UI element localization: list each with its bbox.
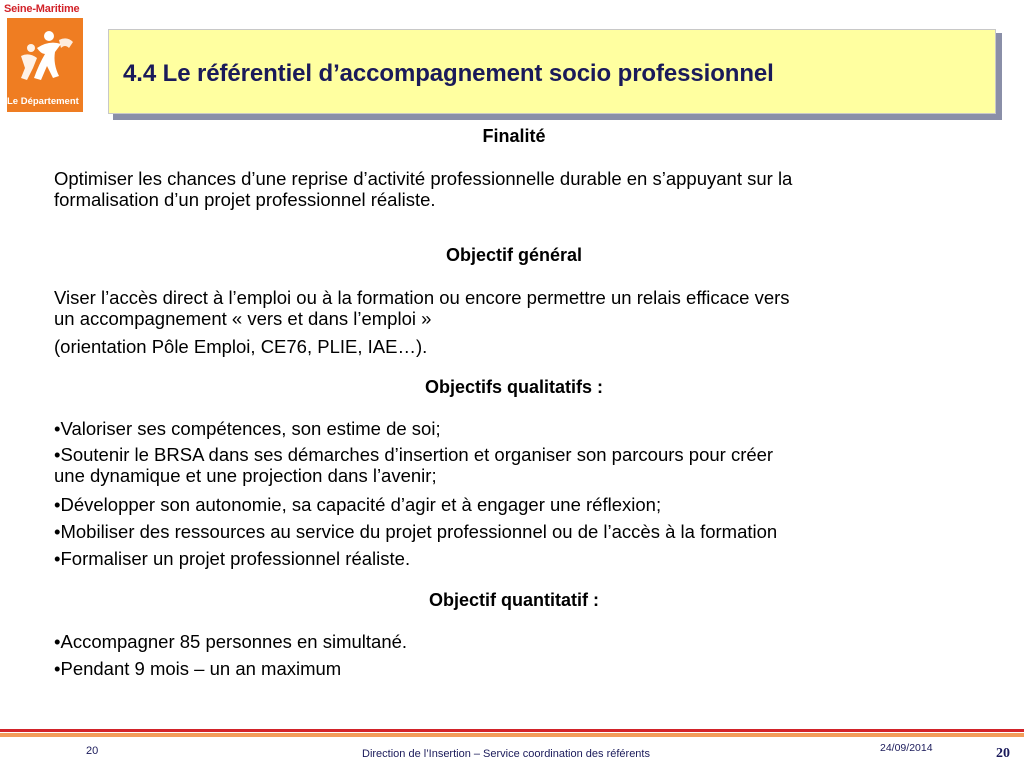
logo-top-text: Seine-Maritime [4, 3, 80, 15]
footer-divider-orange [0, 733, 1024, 737]
finalite-text-line2: formalisation d’un projet professionnel réaliste. [54, 189, 436, 210]
footer-center-text: Direction de l’Insertion – Service coordination des référents [362, 748, 650, 760]
footer-page-left: 20 [86, 745, 99, 757]
objectifs-qualitatifs-heading: Objectifs qualitatifs : [424, 377, 604, 397]
objectif-general-heading: Objectif général [445, 245, 583, 265]
quantitatif-item-1: •Accompagner 85 personnes en simultané. [54, 631, 408, 652]
objectif-quantitatif-heading: Objectif quantitatif : [429, 590, 599, 610]
finalite-text-line1: Optimiser les chances d’une reprise d’activité professionnelle durable en s’appuyant sur la [54, 168, 793, 189]
qualitatif-item-1: •Valoriser ses compétences, son estime de soi; [54, 418, 441, 439]
footer-page-right: 20 [996, 746, 1010, 761]
qualitatif-item-5: •Formaliser un projet professionnel réaliste. [54, 548, 411, 569]
objectif-general-line2: un accompagnement « vers et dans l’emploi » [54, 308, 432, 329]
qualitatif-item-3: •Développer son autonomie, sa capacité d’agir et à engager une réflexion; [54, 494, 662, 515]
footer-date: 24/09/2014 [880, 742, 933, 754]
objectif-general-line1: Viser l’accès direct à l’emploi ou à la formation ou encore permettre un relais efficace vers [54, 287, 790, 308]
title-box [108, 29, 996, 114]
logo-bottom-text: Le Département [7, 96, 79, 107]
qualitatif-item-4: •Mobiliser des ressources au service du projet professionnel ou de l’accès à la formation [54, 521, 778, 542]
qualitatif-item-2-line1: •Soutenir le BRSA dans ses démarches d’insertion et organiser son parcours pour créer [54, 444, 774, 465]
footer-divider-red [0, 729, 1024, 732]
qualitatif-item-2-line2: une dynamique et une projection dans l’avenir; [54, 465, 437, 486]
quantitatif-item-2: •Pendant 9 mois – un an maximum [54, 658, 342, 679]
department-logo [4, 3, 84, 113]
finalite-heading: Finalité [482, 126, 546, 146]
objectif-general-line3: (orientation Pôle Emploi, CE76, PLIE, IAE…). [54, 336, 428, 357]
slide-title: 4.4 Le référentiel d’accompagnement socio professionnel [123, 60, 774, 87]
